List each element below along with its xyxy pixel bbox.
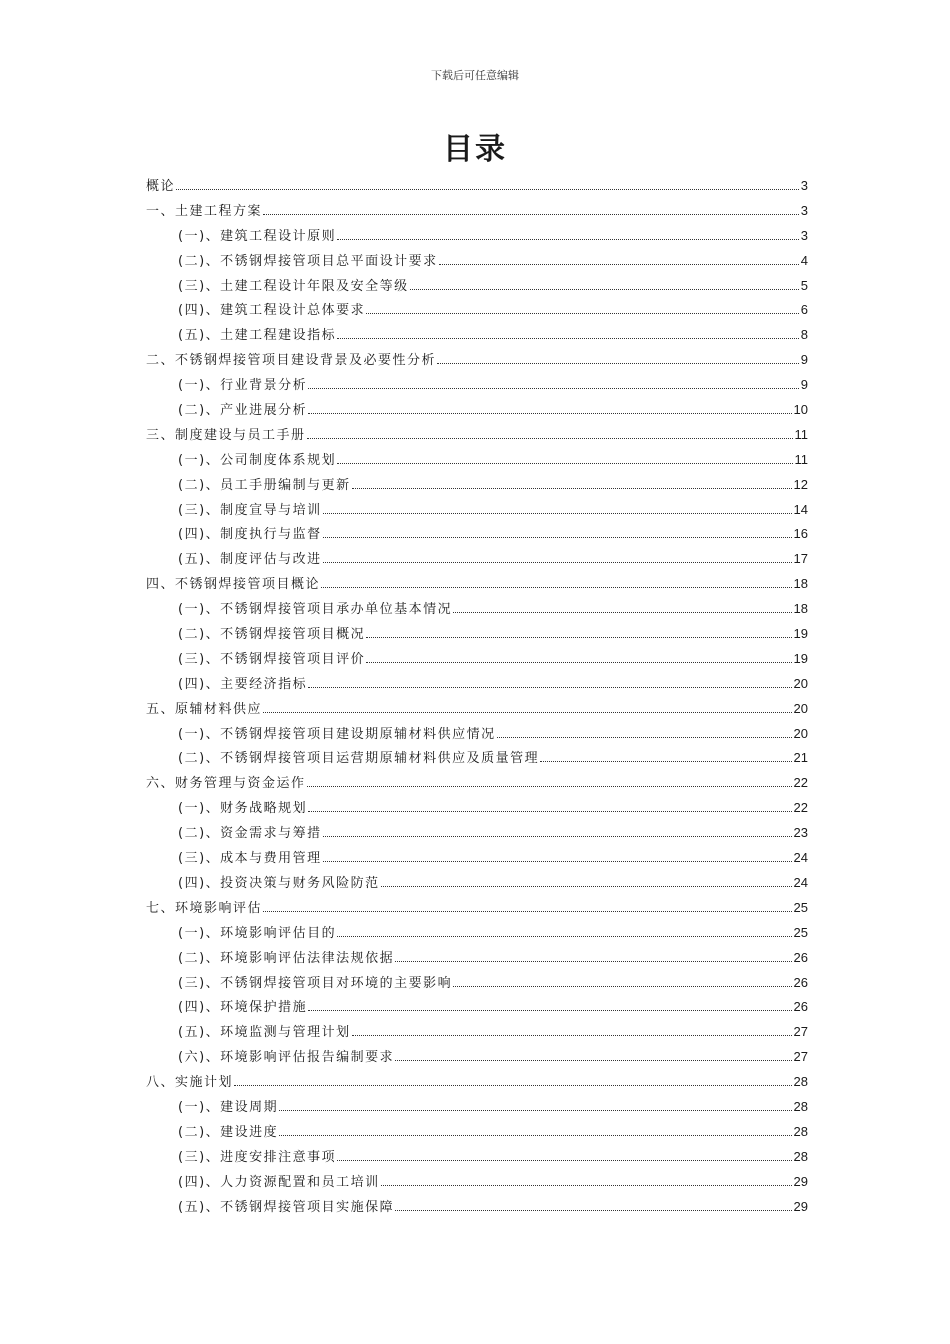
toc-entry[interactable] bbox=[146, 373, 808, 398]
toc-entry-page: 26 bbox=[793, 999, 808, 1015]
toc-entry-page: 16 bbox=[793, 526, 808, 542]
toc-entry[interactable] bbox=[146, 1170, 808, 1195]
toc-entry-label: 七、环境影响评估 bbox=[146, 900, 263, 916]
toc-entry[interactable] bbox=[146, 423, 808, 448]
dot-leader bbox=[323, 536, 792, 538]
dot-leader bbox=[308, 1009, 791, 1011]
toc-entry-label: (一)、财务战略规划 bbox=[178, 801, 308, 817]
toc-entry-page: 18 bbox=[793, 576, 808, 592]
toc-entry[interactable] bbox=[146, 1070, 808, 1095]
dot-leader bbox=[307, 437, 793, 439]
toc-entry[interactable] bbox=[146, 871, 808, 896]
dot-leader bbox=[337, 337, 799, 339]
toc-entry-page: 10 bbox=[793, 402, 808, 418]
toc-entry[interactable] bbox=[146, 697, 808, 722]
toc-entry[interactable] bbox=[146, 199, 808, 224]
toc-entry-label: (二)、不锈钢焊接管项目运营期原辅材料供应及质量管理 bbox=[178, 751, 540, 767]
dot-leader bbox=[439, 263, 799, 265]
toc-entry-label: (二)、产业进展分析 bbox=[178, 403, 308, 419]
toc-entry-label: (一)、不锈钢焊接管项目建设期原辅材料供应情况 bbox=[178, 726, 496, 742]
toc-entry-page: 22 bbox=[793, 775, 808, 791]
toc-entry-page: 28 bbox=[793, 1074, 808, 1090]
dot-leader bbox=[176, 188, 799, 190]
toc-entry-page: 28 bbox=[793, 1098, 808, 1114]
dot-leader bbox=[381, 885, 792, 887]
toc-entry-label: (五)、环境监测与管理计划 bbox=[178, 1025, 351, 1041]
toc-entry[interactable] bbox=[146, 1020, 808, 1045]
toc-entry-page: 23 bbox=[793, 825, 808, 841]
dot-leader bbox=[321, 586, 792, 588]
header-note: 下载后可任意编辑 bbox=[431, 69, 519, 82]
toc-entry-label: (二)、不锈钢焊接管项目总平面设计要求 bbox=[178, 253, 438, 269]
toc-entry-label: 二、不锈钢焊接管项目建设背景及必要性分析 bbox=[146, 353, 437, 369]
toc-entry-label: 八、实施计划 bbox=[146, 1075, 234, 1091]
toc-entry-label: (六)、环境影响评估报告编制要求 bbox=[178, 1050, 395, 1066]
toc-entry-page: 22 bbox=[793, 800, 808, 816]
toc-entry[interactable] bbox=[146, 896, 808, 921]
toc-entry-page: 24 bbox=[793, 874, 808, 890]
toc-entry-label: 概论 bbox=[146, 179, 176, 194]
toc-entry[interactable] bbox=[146, 746, 808, 771]
toc-entry-page: 3 bbox=[800, 202, 808, 218]
toc-entry-page: 5 bbox=[800, 277, 808, 293]
dot-leader bbox=[366, 636, 791, 638]
toc-entry[interactable] bbox=[146, 995, 808, 1020]
toc-entry-label: (二)、员工手册编制与更新 bbox=[178, 477, 351, 493]
toc-entry-page: 28 bbox=[793, 1148, 808, 1164]
dot-leader bbox=[308, 686, 791, 688]
dot-leader bbox=[453, 611, 791, 613]
dot-leader bbox=[263, 711, 792, 713]
dot-leader bbox=[323, 512, 792, 514]
dot-leader bbox=[307, 785, 792, 787]
toc-entry-label: (二)、不锈钢焊接管项目概况 bbox=[178, 627, 366, 643]
toc-entry[interactable] bbox=[146, 498, 808, 523]
dot-leader bbox=[279, 1109, 791, 1111]
dot-leader bbox=[308, 810, 791, 812]
toc-entry[interactable] bbox=[146, 921, 808, 946]
toc-entry[interactable] bbox=[146, 1045, 808, 1070]
dot-leader bbox=[234, 1084, 792, 1086]
toc-entry[interactable] bbox=[146, 722, 808, 747]
dot-leader bbox=[308, 387, 799, 389]
toc-entry-label: 三、制度建设与员工手册 bbox=[146, 427, 306, 443]
toc-entry[interactable] bbox=[146, 298, 808, 323]
toc-entry-label: (一)、建设周期 bbox=[178, 1099, 279, 1115]
dot-leader bbox=[395, 1209, 791, 1211]
dot-leader bbox=[352, 1034, 792, 1036]
dot-leader bbox=[381, 1184, 792, 1186]
toc-entry-label: (三)、不锈钢焊接管项目对环境的主要影响 bbox=[178, 975, 453, 991]
toc-entry-label: (四)、主要经济指标 bbox=[178, 676, 308, 692]
toc-entry-page: 19 bbox=[793, 650, 808, 666]
toc-entry-label: (三)、不锈钢焊接管项目评价 bbox=[178, 651, 366, 667]
toc-entry[interactable] bbox=[146, 174, 808, 199]
dot-leader bbox=[410, 288, 799, 290]
toc-entry-label: (一)、行业背景分析 bbox=[178, 378, 308, 394]
dot-leader bbox=[366, 312, 799, 314]
dot-leader bbox=[453, 985, 791, 987]
dot-leader bbox=[395, 960, 791, 962]
toc-entry-page: 27 bbox=[793, 1024, 808, 1040]
toc-entry-page: 29 bbox=[793, 1198, 808, 1214]
toc-entry[interactable] bbox=[146, 448, 808, 473]
toc-entry-page: 25 bbox=[793, 899, 808, 915]
toc-entry-page: 12 bbox=[793, 476, 808, 492]
toc-entry[interactable] bbox=[146, 522, 808, 547]
toc-entry-label: (三)、制度宣导与培训 bbox=[178, 502, 322, 518]
toc-entry[interactable] bbox=[146, 274, 808, 299]
toc-entry-page: 19 bbox=[793, 626, 808, 642]
dot-leader bbox=[337, 1159, 791, 1161]
toc-entry-label: (三)、进度安排注意事项 bbox=[178, 1149, 337, 1165]
toc-entry[interactable] bbox=[146, 249, 808, 274]
toc-entry-label: 六、财务管理与资金运作 bbox=[146, 776, 306, 792]
toc-entry-label: (四)、环境保护措施 bbox=[178, 1000, 308, 1016]
toc-title: 目录 bbox=[443, 132, 507, 167]
toc-entry-page: 8 bbox=[800, 327, 808, 343]
toc-entry-label: (一)、环境影响评估目的 bbox=[178, 925, 337, 941]
toc-entry[interactable] bbox=[146, 846, 808, 871]
toc-entry-page: 20 bbox=[793, 725, 808, 741]
dot-leader bbox=[366, 661, 791, 663]
dot-leader bbox=[437, 362, 799, 364]
toc-entry[interactable] bbox=[146, 348, 808, 373]
dot-leader bbox=[497, 736, 792, 738]
toc-entry-label: (五)、不锈钢焊接管项目实施保障 bbox=[178, 1199, 395, 1215]
toc-entry-page: 26 bbox=[793, 974, 808, 990]
toc-entry-label: (三)、成本与费用管理 bbox=[178, 851, 322, 867]
toc-entry[interactable] bbox=[146, 597, 808, 622]
toc-entry[interactable] bbox=[146, 821, 808, 846]
toc-entry-page: 20 bbox=[793, 700, 808, 716]
toc-entry[interactable] bbox=[146, 796, 808, 821]
dot-leader bbox=[352, 487, 792, 489]
toc-entry[interactable] bbox=[146, 547, 808, 572]
toc-entry[interactable] bbox=[146, 1145, 808, 1170]
dot-leader bbox=[395, 1059, 791, 1061]
dot-leader bbox=[308, 412, 791, 414]
toc-entry-label: 四、不锈钢焊接管项目概论 bbox=[146, 577, 321, 593]
toc-entry-label: (一)、不锈钢焊接管项目承办单位基本情况 bbox=[178, 602, 453, 618]
dot-leader bbox=[263, 213, 799, 215]
toc-entry-label: (一)、公司制度体系规划 bbox=[178, 452, 337, 468]
toc-entry-page: 18 bbox=[793, 601, 808, 617]
toc-entry[interactable] bbox=[146, 672, 808, 697]
dot-leader bbox=[323, 835, 792, 837]
toc-entry-page: 3 bbox=[800, 227, 808, 243]
toc-entry-label: (五)、土建工程建设指标 bbox=[178, 328, 337, 344]
dot-leader bbox=[323, 860, 792, 862]
toc-entry-page: 21 bbox=[793, 750, 808, 766]
toc-entry-page: 9 bbox=[800, 377, 808, 393]
toc-entry-label: (二)、资金需求与筹措 bbox=[178, 826, 322, 842]
toc-entry[interactable] bbox=[146, 771, 808, 796]
toc-entry-label: 五、原辅材料供应 bbox=[146, 701, 263, 717]
toc-entry[interactable] bbox=[146, 1195, 808, 1220]
dot-leader bbox=[337, 935, 791, 937]
dot-leader bbox=[263, 910, 792, 912]
toc-entry-label: (二)、建设进度 bbox=[178, 1124, 279, 1140]
toc-entry-label: (四)、投资决策与财务风险防范 bbox=[178, 875, 380, 891]
toc-entry[interactable] bbox=[146, 622, 808, 647]
toc-entry-label: (四)、人力资源配置和员工培训 bbox=[178, 1174, 380, 1190]
toc-entry[interactable] bbox=[146, 323, 808, 348]
toc-entry-page: 14 bbox=[793, 501, 808, 517]
toc-entry-page: 6 bbox=[800, 302, 808, 318]
dot-leader bbox=[279, 1134, 791, 1136]
toc-entry[interactable] bbox=[146, 946, 808, 971]
toc-entry-page: 27 bbox=[793, 1049, 808, 1065]
toc-entry-page: 4 bbox=[800, 252, 808, 268]
toc-entry-page: 9 bbox=[800, 352, 808, 368]
toc-entry[interactable] bbox=[146, 971, 808, 996]
toc-entry-page: 26 bbox=[793, 949, 808, 965]
toc-entry[interactable] bbox=[146, 398, 808, 423]
toc-entry-page: 20 bbox=[793, 675, 808, 691]
toc-entry[interactable] bbox=[146, 1120, 808, 1145]
toc-entry-label: (四)、建筑工程设计总体要求 bbox=[178, 303, 366, 319]
toc-entry-page: 24 bbox=[793, 850, 808, 866]
toc-entry-label: (一)、建筑工程设计原则 bbox=[178, 228, 337, 244]
toc-entry-label: (四)、制度执行与监督 bbox=[178, 527, 322, 543]
toc-entry[interactable] bbox=[146, 224, 808, 249]
dot-leader bbox=[540, 760, 791, 762]
toc-entry[interactable] bbox=[146, 647, 808, 672]
table-of-contents bbox=[146, 174, 808, 1219]
toc-entry-page: 11 bbox=[794, 426, 808, 442]
toc-entry-page: 3 bbox=[800, 178, 808, 193]
toc-entry-page: 11 bbox=[794, 451, 808, 467]
toc-entry-page: 29 bbox=[793, 1173, 808, 1189]
toc-entry[interactable] bbox=[146, 1095, 808, 1120]
dot-leader bbox=[337, 462, 792, 464]
toc-entry-page: 17 bbox=[793, 551, 808, 567]
toc-entry-page: 25 bbox=[793, 924, 808, 940]
toc-entry-label: (五)、制度评估与改进 bbox=[178, 552, 322, 568]
toc-entry[interactable] bbox=[146, 572, 808, 597]
toc-entry-label: (三)、土建工程设计年限及安全等级 bbox=[178, 278, 409, 294]
dot-leader bbox=[323, 561, 792, 563]
dot-leader bbox=[337, 238, 799, 240]
toc-entry-label: (二)、环境影响评估法律法规依据 bbox=[178, 950, 395, 966]
toc-entry-page: 28 bbox=[793, 1123, 808, 1139]
toc-entry[interactable] bbox=[146, 473, 808, 498]
toc-entry-label: 一、土建工程方案 bbox=[146, 203, 263, 219]
